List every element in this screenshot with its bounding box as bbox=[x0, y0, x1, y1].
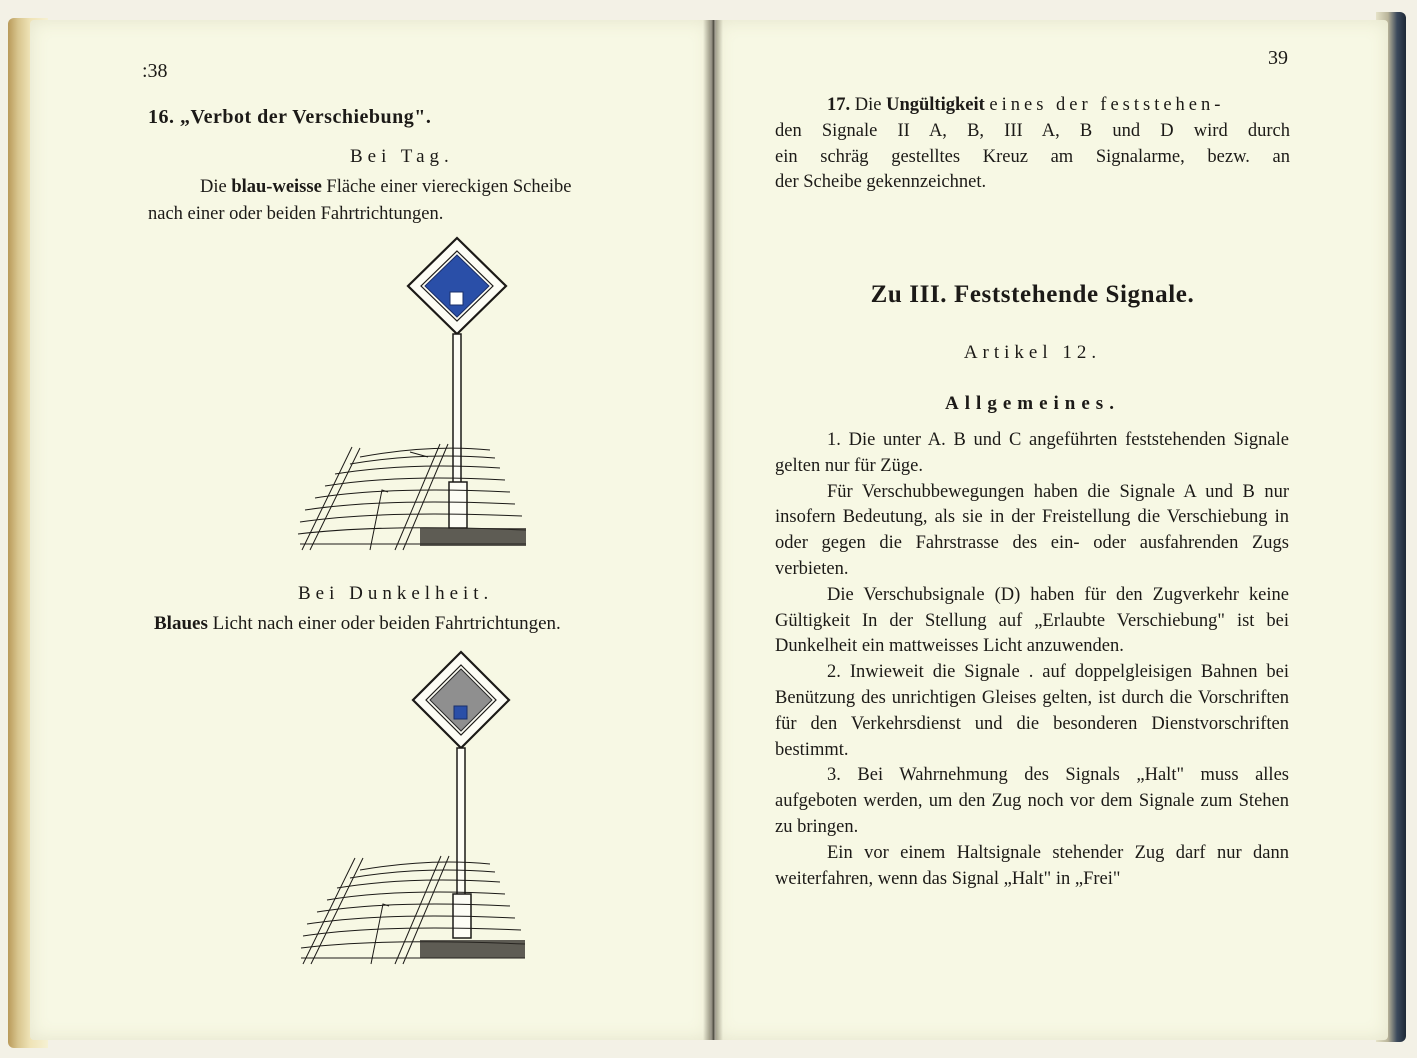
paragraph-1: 1. Die unter A. B und C angeführten feststehenden Signale gelten nur für Züge. bbox=[775, 430, 1289, 476]
subheading-allgemeines: Allgemeines. bbox=[945, 393, 1120, 414]
chapter-heading: Zu III. Feststehende Signale. bbox=[870, 281, 1195, 308]
night-text-post: Licht nach einer oder beiden Fahrtrichtungen. bbox=[207, 613, 561, 634]
day-text-post: Fläche einer viereckigen Scheibe bbox=[321, 177, 572, 197]
item17-pre: Die bbox=[850, 95, 887, 115]
night-text-bold: Blaues bbox=[154, 613, 208, 634]
paragraph-3: Die Verschubsignale (D) haben für den Zugverkehr keine Gültigkeit In der Stellung auf „Erlaubte Verschiebung" ist bei Dunkelheit ein mattweisses Licht anzuwenden. bbox=[775, 584, 1289, 657]
day-heading: Bei Tag. bbox=[350, 146, 454, 167]
item17-number: 17. bbox=[827, 95, 851, 115]
night-signal-illustration bbox=[295, 648, 535, 968]
article-body bbox=[775, 428, 1289, 892]
page-number-left: :38 bbox=[142, 60, 168, 82]
paragraph-4: 2. Inwieweit die Signale . auf doppelgleisigen Bahnen bei Benützung des unrichtigen Gleises gelten, ist durch die Vorschriften für den Verkehrsdienst und die besonderen Dienstvorschriften bestimmt. bbox=[775, 662, 1289, 760]
paragraph-6: Ein vor einem Haltsignale stehender Zug darf nur dann weiterfahren, wenn das Signal „Halt" in „Frei" bbox=[775, 842, 1289, 889]
paragraph-2: Für Verschubbewegungen haben die Signale A und B nur insofern Bedeutung, als sie in der Freistellung die Verschiebung in oder gegen die Fahrstrasse des ein- oder ausfahrenden Zugs verbieten. bbox=[775, 481, 1289, 579]
article-heading: Artikel 12. bbox=[963, 342, 1102, 363]
page-number-right: 39 bbox=[1268, 47, 1288, 69]
day-text-pre: Die bbox=[200, 177, 232, 197]
day-text-line2: nach einer oder beiden Fahrtrichtungen. bbox=[148, 204, 444, 224]
day-signal-illustration bbox=[290, 232, 540, 552]
item17-line-2: den Signale II A, B, III A, B und D wird durch bbox=[775, 120, 1290, 141]
item17-line-3: ein schräg gestelltes Kreuz am Signalarme, bezw. an bbox=[775, 146, 1290, 167]
item17-line-4: der Scheibe gekennzeichnet. bbox=[775, 172, 987, 193]
day-text-bold: blau-weisse bbox=[231, 177, 322, 197]
item17-line-1: eines der feststehen- bbox=[989, 95, 1225, 115]
book-gutter bbox=[703, 20, 723, 1040]
night-heading: Bei Dunkelheit. bbox=[298, 583, 494, 604]
day-description bbox=[148, 174, 664, 228]
section-heading: 16. „Verbot der Verschiebung". bbox=[148, 106, 432, 128]
item-17 bbox=[775, 93, 1290, 196]
night-description bbox=[154, 613, 561, 635]
item17-bold: Ungültigkeit bbox=[886, 95, 985, 115]
paragraph-5: 3. Bei Wahrnehmung des Signals „Halt" muss alles aufgeboten werden, um den Zug noch vor dem Signale zum Stehen zu bringen. bbox=[775, 765, 1289, 837]
